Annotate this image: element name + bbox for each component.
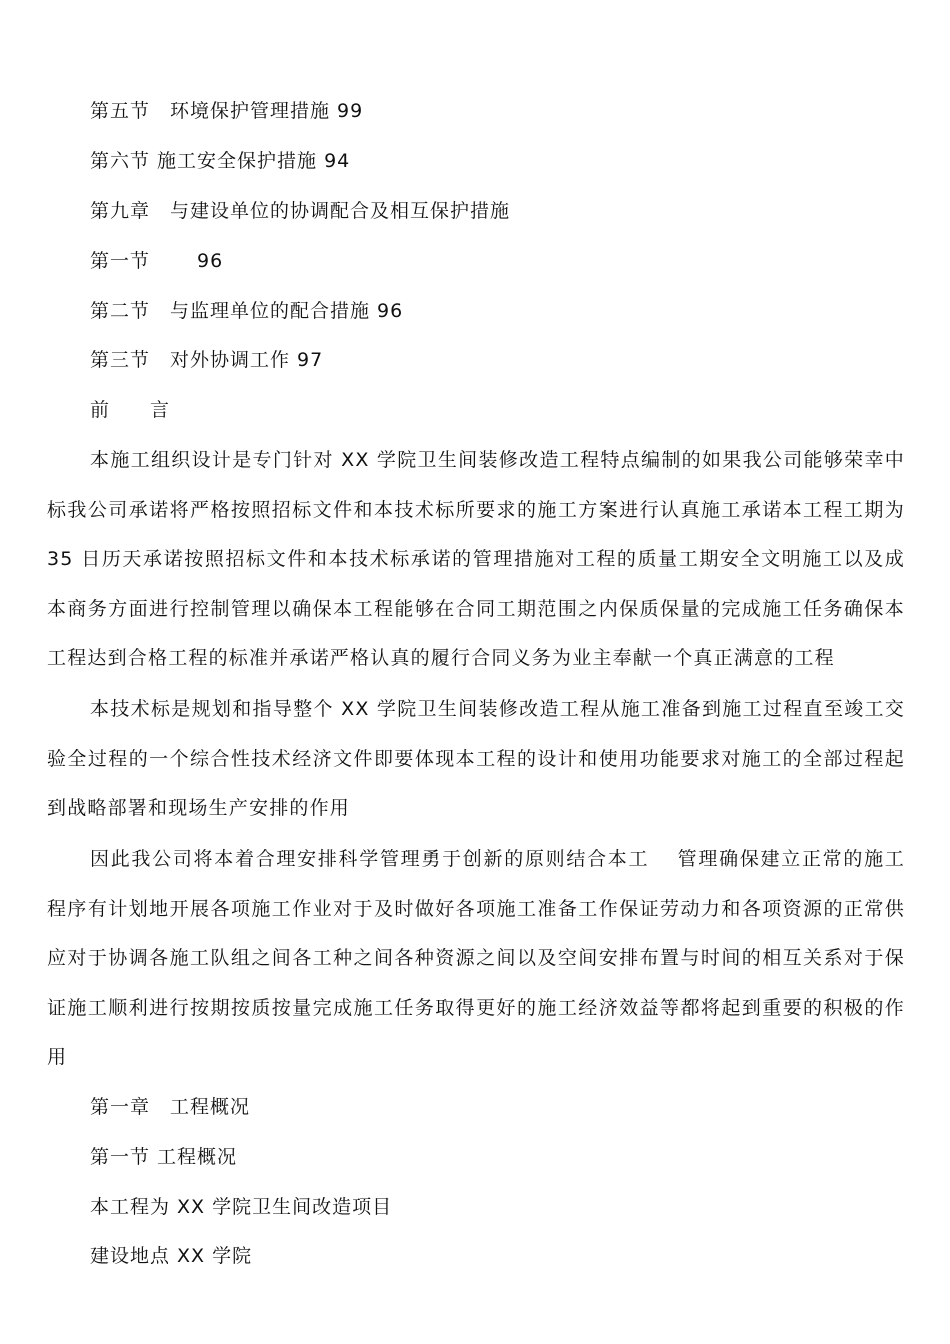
preface-paragraph-2: 本技术标是规划和指导整个 XX 学院卫生间装修改造工程从施工准备到施工过程直至竣工交验全过程的一个综合性技术经济文件即要体现本工程的设计和使用功能要求对施工的全部过程起到战略部署和现场生产安排的作用: [47, 698, 905, 819]
section-1-heading: 第一节 工程概况: [90, 1146, 238, 1168]
toc-item-section-5: 第五节 环境保护管理措施 99: [90, 100, 364, 122]
toc-item-section-1: 第一节 96: [90, 250, 224, 272]
preface-paragraph-3: 因此我公司将本着合理安排科学管理勇于创新的原则结合本工 管理确保建立正常的施工程序有计划地开展各项施工作业对于及时做好各项施工准备工作保证劳动力和各项资源的正常供应对于协调各施工队组之间各工种之间各种资源之间以及空间安排布置与时间的相互关系对于保证施工顺利进行按期按质按量完成施工任务取得更好的施工经济效益等都将起到重要的积极的作用: [47, 848, 905, 1068]
preface-paragraph-1: 本施工组织设计是专门针对 XX 学院卫生间装修改造工程特点编制的如果我公司能够荣幸中标我公司承诺将严格按照招标文件和本技术标所要求的施工方案进行认真施工承诺本工程工期为 35 日历天承诺按照招标文件和本技术标承诺的管理措施对工程的质量工期安全文明施工以及成本商务方面进行控制管理以确保本工程能够在合同工期范围之内保质保量的完成施工任务确保本工程达到合格工程的标准并承诺严格认真的履行合同义务为业主奉献一个真正满意的工程: [47, 449, 905, 669]
location-line: 建设地点 XX 学院: [90, 1245, 253, 1267]
toc-item-section-6: 第六节 施工安全保护措施 94: [90, 150, 351, 172]
toc-item-section-3: 第三节 对外协调工作 97: [90, 349, 324, 371]
preface-heading: 前 言: [90, 399, 171, 421]
project-line: 本工程为 XX 学院卫生间改造项目: [90, 1196, 393, 1218]
chapter-1-heading: 第一章 工程概况: [90, 1096, 251, 1118]
toc-item-chapter-9: 第九章 与建设单位的协调配合及相互保护措施: [90, 200, 511, 222]
toc-item-section-2: 第二节 与监理单位的配合措施 96: [90, 300, 404, 322]
